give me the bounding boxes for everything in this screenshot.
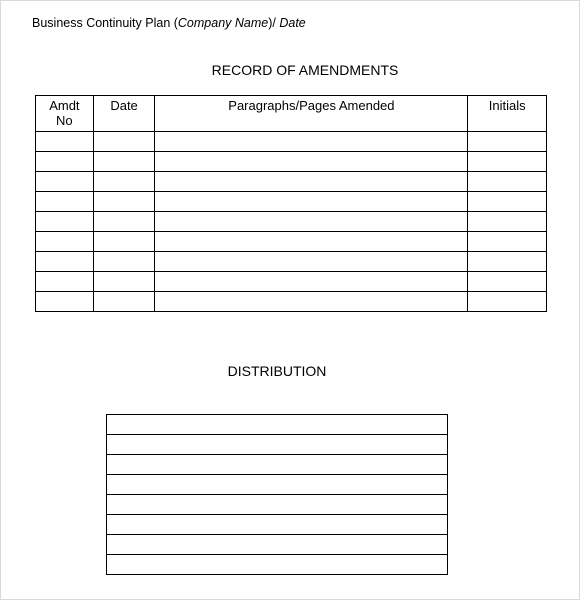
initials-cell[interactable] <box>468 132 547 152</box>
header-date: Date <box>279 16 306 30</box>
date-cell[interactable] <box>93 132 155 152</box>
initials-cell[interactable] <box>468 292 547 312</box>
amdt-no-cell[interactable] <box>36 132 94 152</box>
amendments-row <box>36 152 547 172</box>
distribution-row <box>107 495 448 515</box>
paragraphs-cell[interactable] <box>155 232 468 252</box>
distribution-row <box>107 515 448 535</box>
amdt-no-cell[interactable] <box>36 152 94 172</box>
initials-cell[interactable] <box>468 212 547 232</box>
date-cell[interactable] <box>93 192 155 212</box>
column-header-initials: Initials <box>468 96 547 132</box>
amendments-row <box>36 272 547 292</box>
amendments-row <box>36 132 547 152</box>
distribution-row <box>107 555 448 575</box>
amdt-no-cell[interactable] <box>36 172 94 192</box>
amendments-row <box>36 212 547 232</box>
amdt-no-cell[interactable] <box>36 212 94 232</box>
paragraphs-cell[interactable] <box>155 292 468 312</box>
distribution-row <box>107 435 448 455</box>
distribution-cell[interactable] <box>107 515 448 535</box>
date-cell[interactable] <box>93 292 155 312</box>
paragraphs-cell[interactable] <box>155 152 468 172</box>
distribution-row <box>107 415 448 435</box>
date-cell[interactable] <box>93 212 155 232</box>
column-header-amdt-no <box>36 96 94 132</box>
distribution-cell[interactable] <box>107 475 448 495</box>
date-cell[interactable] <box>93 152 155 172</box>
distribution-title: DISTRIBUTION <box>227 363 327 379</box>
amendments-row <box>36 192 547 212</box>
distribution-cell[interactable] <box>107 415 448 435</box>
paragraphs-cell[interactable] <box>155 132 468 152</box>
date-cell[interactable] <box>93 232 155 252</box>
distribution-body <box>107 415 448 575</box>
distribution-cell[interactable] <box>107 435 448 455</box>
company-name: Company Name <box>177 16 269 30</box>
distribution-cell[interactable] <box>107 555 448 575</box>
initials-cell[interactable] <box>468 252 547 272</box>
paragraphs-cell[interactable] <box>155 172 468 192</box>
initials-cell[interactable] <box>468 172 547 192</box>
distribution-cell[interactable] <box>107 535 448 555</box>
paragraphs-cell[interactable] <box>155 212 468 232</box>
distribution-table <box>106 414 448 575</box>
initials-cell[interactable] <box>468 192 547 212</box>
plan-label: Business Continuity Plan ( <box>32 16 178 30</box>
initials-cell[interactable] <box>468 272 547 292</box>
amdt-label: Amdt <box>49 98 80 113</box>
distribution-cell[interactable] <box>107 495 448 515</box>
paragraphs-cell[interactable] <box>155 192 468 212</box>
document-header <box>32 16 306 30</box>
date-cell[interactable] <box>93 272 155 292</box>
amendments-body <box>36 132 547 312</box>
header-separator: )/ <box>268 16 280 30</box>
amendments-row <box>36 292 547 312</box>
amdt-no-cell[interactable] <box>36 252 94 272</box>
amendments-row <box>36 172 547 192</box>
paragraphs-cell[interactable] <box>155 252 468 272</box>
amendments-table <box>35 95 547 312</box>
no-label: No <box>56 113 73 128</box>
column-header-paragraphs: Paragraphs/Pages Amended <box>155 96 468 132</box>
distribution-row <box>107 535 448 555</box>
initials-cell[interactable] <box>468 232 547 252</box>
column-header-date: Date <box>93 96 155 132</box>
distribution-row <box>107 455 448 475</box>
amendments-header-row <box>36 96 547 132</box>
date-cell[interactable] <box>93 252 155 272</box>
date-cell[interactable] <box>93 172 155 192</box>
amendments-title: RECORD OF AMENDMENTS <box>211 62 399 78</box>
amdt-no-cell[interactable] <box>36 292 94 312</box>
distribution-cell[interactable] <box>107 455 448 475</box>
amdt-no-cell[interactable] <box>36 192 94 212</box>
distribution-row <box>107 475 448 495</box>
initials-cell[interactable] <box>468 152 547 172</box>
amendments-row <box>36 232 547 252</box>
amdt-no-cell[interactable] <box>36 272 94 292</box>
amdt-no-cell[interactable] <box>36 232 94 252</box>
amendments-row <box>36 252 547 272</box>
paragraphs-cell[interactable] <box>155 272 468 292</box>
